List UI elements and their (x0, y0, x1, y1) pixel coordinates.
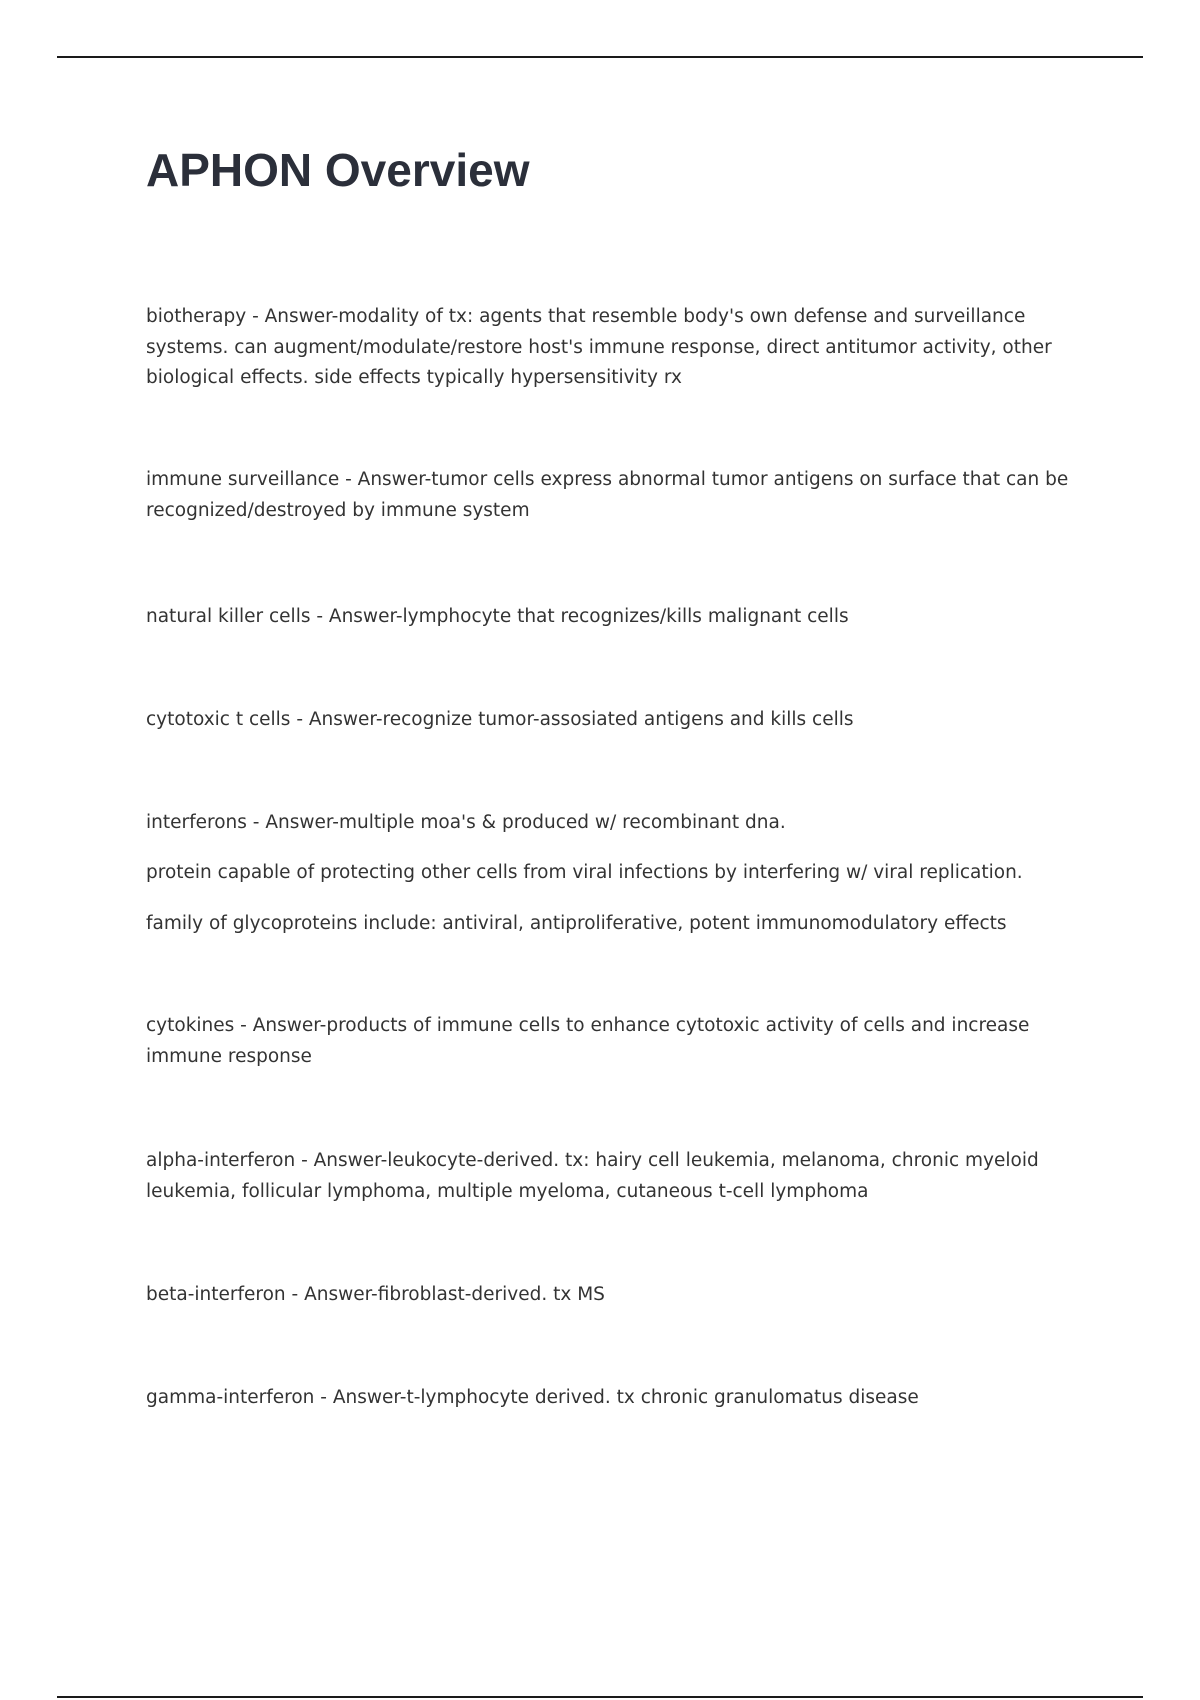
paragraph-interferons-protein: protein capable of protecting other cells from viral infections by interfering w/ viral replication. (146, 862, 1023, 883)
top-rule (57, 56, 1143, 58)
paragraph-natural-killer-cells: natural killer cells - Answer-lymphocyte that recognizes/kills malignant cells (146, 606, 849, 627)
paragraph-cytokines: cytokines - Answer-products of immune cells to enhance cytotoxic activity of cells and increase immune response (146, 1015, 1030, 1067)
page-title: APHON Overview (146, 144, 530, 196)
paragraph-interferons: interferons - Answer-multiple moa's & produced w/ recombinant dna. (146, 812, 786, 833)
paragraph-beta-interferon: beta-interferon - Answer-fibroblast-derived. tx MS (146, 1284, 605, 1305)
paragraph-cytotoxic-t-cells: cytotoxic t cells - Answer-recognize tumor-assosiated antigens and kills cells (146, 709, 854, 730)
paragraph-gamma-interferon: gamma-interferon - Answer-t-lymphocyte derived. tx chronic granulomatus disease (146, 1387, 919, 1408)
paragraph-biotherapy: biotherapy - Answer-modality of tx: agents that resemble body's own defense and surveillance systems. can augment/modulate/restore host's immune response, direct antitumor activity, other biological effects. side effects typically hypersensitivity rx (146, 306, 1052, 388)
paragraph-alpha-interferon: alpha-interferon - Answer-leukocyte-derived. tx: hairy cell leukemia, melanoma, chronic myeloid leukemia, follicular lymphoma, multiple myeloma, cutaneous t-cell lymphoma (146, 1150, 1039, 1202)
bottom-rule (57, 1696, 1143, 1698)
paragraph-interferons-glycoproteins: family of glycoproteins include: antiviral, antiproliferative, potent immunomodulatory effects (146, 913, 1007, 934)
paragraph-immune-surveillance: immune surveillance - Answer-tumor cells express abnormal tumor antigens on surface that can be recognized/destroyed by immune system (146, 469, 1069, 521)
